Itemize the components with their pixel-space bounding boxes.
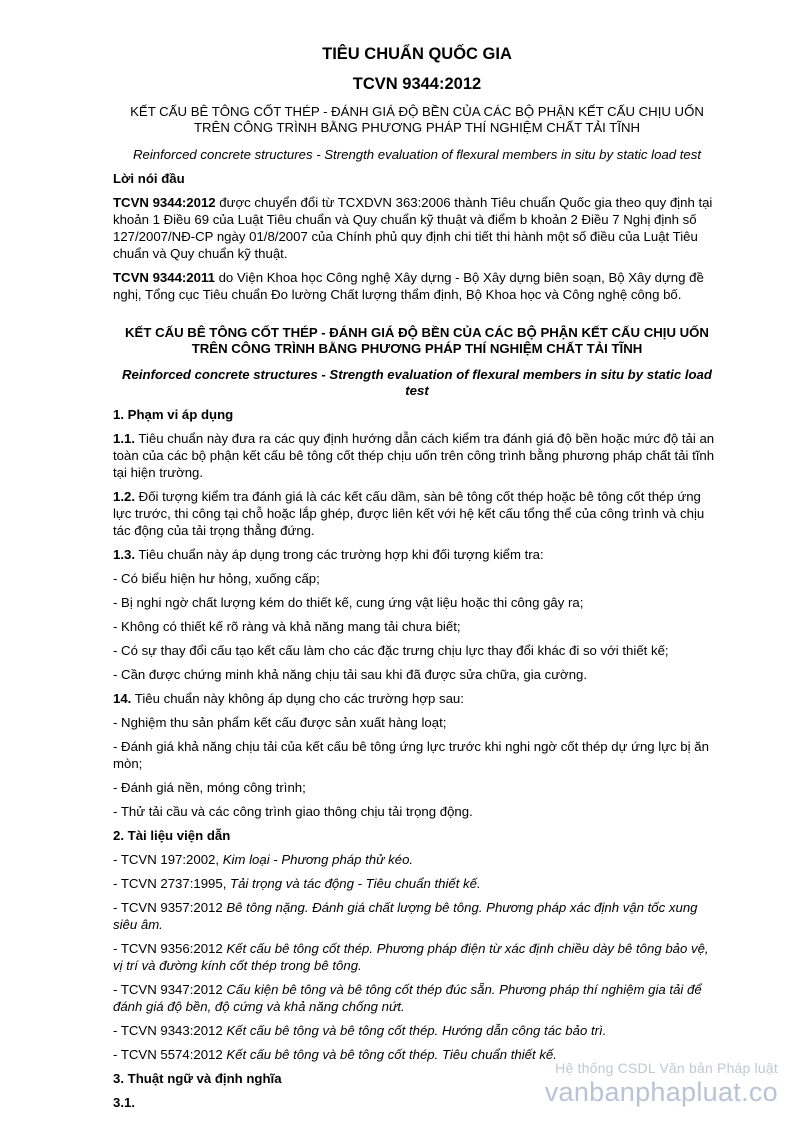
reference-title: Kết cấu bê tông và bê tông cốt thép. Hướng dẫn công tác bảo trì. [226,1023,607,1038]
clause-1-3 [113,546,721,563]
spacer [113,310,721,325]
clause-text: Tiêu chuẩn này không áp dụng cho các trường hợp sau: [131,691,464,706]
watermark-line-1: Hệ thống CSDL Văn bản Pháp luật [555,1060,778,1076]
list-item: - Nghiệm thu sản phẩm kết cấu được sản xuất hàng loạt; [113,715,447,730]
clause-number: 1.2. [113,489,135,504]
list-item: - Có biểu hiện hư hỏng, xuống cấp; [113,571,320,586]
clause-3-1-number: 3.1. [113,1095,135,1110]
reference-code: - TCVN 9357:2012 [113,900,227,915]
clause-text: Tiêu chuẩn này áp dụng trong các trường hợp khi đối tượng kiểm tra: [135,547,544,562]
reference-title: Bê tông nặng. Đánh giá chất lượng bê tông. Phương pháp xác định vận tốc xung siêu âm. [113,900,698,932]
body-title-vn: KẾT CẤU BÊ TÔNG CỐT THÉP - ĐÁNH GIÁ ĐỘ BỀN CỦA CÁC BỘ PHẬN KẾT CẤU CHỊU UỐN TRÊN CÔNG TRÌNH BẰNG PHƯƠNG PHÁP THÍ NGHIỆM CHẤT TẢI TĨNH [125,325,709,356]
reference-title: Cấu kiện bê tông và bê tông cốt thép đúc sẵn. Phương pháp thí nghiệm gia tải để đánh giá độ bền, độ cứng và khả năng chống nứt. [113,982,702,1014]
reference-title: Kết cấu bê tông và bê tông cốt thép. Tiêu chuẩn thiết kế. [226,1047,557,1062]
foreword-code-1: TCVN 9344:2012 [113,195,216,210]
section-3-heading: 3. Thuật ngữ và định nghĩa [113,1071,282,1086]
watermark [545,1060,778,1108]
reference-code: - TCVN 197:2002, [113,852,223,867]
standard-title-en: Reinforced concrete structures - Strength evaluation of flexural members in situ by static load test [132,147,702,162]
clause-1-1 [113,430,721,481]
reference-item [113,899,721,933]
standard-title-vn: KẾT CẤU BÊ TÔNG CỐT THÉP - ĐÁNH GIÁ ĐỘ BỀN CỦA CÁC BỘ PHẬN KẾT CẤU CHỊU UỐN TRÊN CÔNG TRÌNH BẰNG PHƯƠNG PHÁP THÍ NGHIỆM CHẤT TẢI TĨNH [130,104,704,135]
reference-code: - TCVN 9356:2012 [113,941,227,956]
reference-title: Tải trọng và tác động - Tiêu chuẩn thiết kế. [230,876,481,891]
reference-title: Kết cấu bê tông cốt thép. Phương pháp điện từ xác định chiều dày bê tông bảo vệ, vị trí và đường kính cốt thép trong bê tông. [113,941,709,973]
standard-code: TCVN 9344:2012 [352,75,482,93]
foreword-heading: Lời nói đầu [113,171,185,186]
reference-code: - TCVN 2737:1995, [113,876,231,891]
reference-code: - TCVN 9347:2012 [113,982,227,997]
list-item: - Cần được chứng minh khả năng chịu tải sau khi đã được sửa chữa, gia cường. [113,667,588,682]
list-item: - Đánh giá khả năng chịu tải của kết cấu bê tông ứng lực trước khi nghi ngờ cốt thép dự ứng lực bị ăn mòn; [113,739,709,771]
reference-item [113,875,721,892]
clause-number: 1.1. [113,431,135,446]
document-title: TIÊU CHUẨN QUỐC GIA [322,45,512,63]
reference-item [113,981,721,1015]
document-page [113,44,721,1118]
clause-number: 1.3. [113,547,135,562]
list-item: - Bị nghi ngờ chất lượng kém do thiết kế, cung ứng vật liệu hoặc thi công gây ra; [113,595,584,610]
foreword-text-2: do Viện Khoa học Công nghệ Xây dựng - Bộ Xây dựng biên soạn, Bộ Xây dựng đề nghị, Tổng cục Tiêu chuẩn Đo lường Chất lượng thẩm định, Bộ Khoa học và Công nghệ công bố. [113,270,704,302]
list-item: - Đánh giá nền, móng công trình; [113,780,306,795]
clause-number: 14. [113,691,132,706]
watermark-site: vanbanphapluat.co [544,1077,778,1107]
list-item: - Không có thiết kế rõ ràng và khả năng mang tải chưa biết; [113,619,461,634]
reference-title: Kim loại - Phương pháp thử kéo. [222,852,414,867]
clause-1-4 [113,690,721,707]
reference-code: - TCVN 5574:2012 [113,1047,227,1062]
list-item: - Có sự thay đổi cấu tạo kết cấu làm cho các đặc trưng chịu lực thay đổi khác đi so với thiết kế; [113,643,669,658]
section-2-heading: 2. Tài liệu viện dẫn [113,828,231,843]
clause-text: Tiêu chuẩn này đưa ra các quy định hướng dẫn cách kiểm tra đánh giá độ bền hoặc mức độ tải an toàn của các bộ phận kết cấu bê tông cốt thép chịu uốn trên công trình bằng phương pháp chất tải tĩnh tại hiện trường. [113,431,715,480]
clause-text: Đối tượng kiểm tra đánh giá là các kết cấu dầm, sàn bê tông cốt thép hoặc bê tông cốt thép ứng lực trước, thi công tại chỗ hoặc lắp ghép, được liên kết với hệ kết cấu tổng thể của công trình và chịu tác động của tải trọng thẳng đứng. [113,489,705,538]
foreword-paragraph-2 [113,269,721,303]
reference-item [113,851,721,868]
reference-code: - TCVN 9343:2012 [113,1023,227,1038]
reference-item [113,940,721,974]
foreword-text-1: được chuyển đổi từ TCXDVN 363:2006 thành Tiêu chuẩn Quốc gia theo quy định tại khoản 1 Điều 69 của Luật Tiêu chuẩn và Quy chuẩn kỹ thuật và điểm b khoản 2 Điều 7 Nghị định số 127/2007/NĐ-CP ngày 01/8/2007 của Chính phủ quy định chi tiết thi hành một số điều của Luật Tiêu chuẩn và Quy chuẩn kỹ thuật. [113,195,713,261]
body-title-en: Reinforced concrete structures - Strength evaluation of flexural members in situ by static load test [122,367,712,398]
foreword-code-2: TCVN 9344:2011 [113,270,215,285]
clause-1-2 [113,488,721,539]
reference-item [113,1022,721,1039]
foreword-paragraph-1 [113,194,721,262]
section-1-heading: 1. Phạm vi áp dụng [113,407,234,422]
list-item: - Thử tải cầu và các công trình giao thông chịu tải trọng động. [113,804,473,819]
